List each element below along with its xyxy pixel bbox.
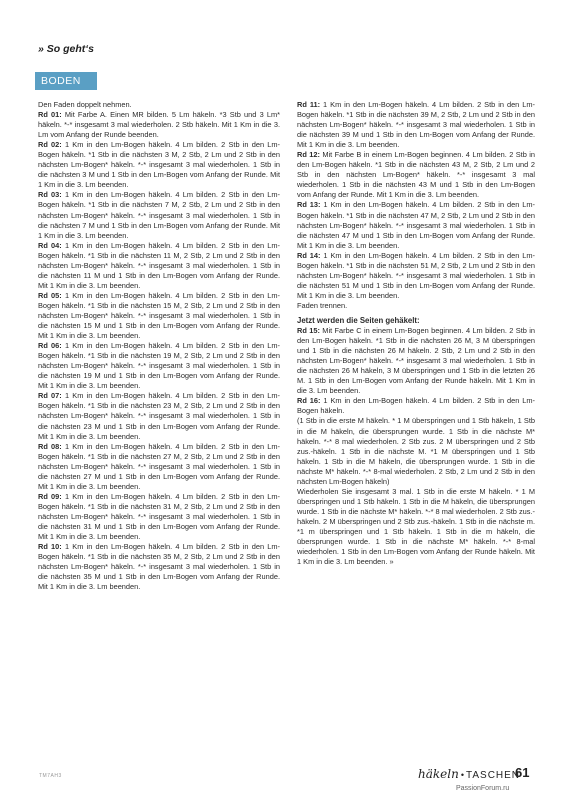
- watermark: PassionForum.ru: [456, 785, 510, 792]
- round-label: Rd 06:: [38, 341, 62, 351]
- round-label: Rd 14:: [297, 250, 321, 260]
- round-instruction: [297, 251, 535, 301]
- round-text: 1 Km in den Lm-Bogen häkeln. 4 Lm bilden. 2 Stb in den Lm-Bogen häkeln. *1 Stb in die nächsten 35 M, 2 Stb, 2 Lm und 2 Stb in den nächsten Lm-Bogen* häkeln. *-* insgesamt 3 mal wiederholen. 1 Stb in die nächsten 35 M und 1 Stb in den Lm-Bogen vom Anfang der Runde. Mit 1 Km in die 3. Lm beenden.: [38, 542, 280, 592]
- left-rounds-list: [38, 110, 280, 592]
- round-text: 1 Km in den Lm-Bogen häkeln. 4 Lm bilden. 2 Stb in den Lm-Bogen häkeln. *1 Stb in die nächsten 15 M, 2 Stb, 2 Lm und 2 Stb in den nächsten Lm-Bogen* häkeln. *-* insgesamt 3 mal wiederholen. 1 Stb in die nächsten 15 M und 1 Stb in den Lm-Bogen vom Anfang der Runde. Mit 1 Km in die 3. Lm beenden.: [38, 290, 280, 341]
- round-text: 1 Km in den Lm-Bogen häkeln. 4 Lm bilden. 2 Stb in den Lm-Bogen häkeln. *1 Stb in die nächsten 47 M, 2 Stb, 2 Lm und 2 Stb in den nächsten Lm-Bogen* häkeln. *-* insgesamt 3 mal wiederholen. 1 Stb in die nächsten 47 M und 1 Stb in den Lm-Bogen vom Anfang der Runde. Mit 1 Km in die 3. Lm beenden.: [297, 200, 535, 250]
- round-text: Mit Farbe C in einem Lm-Bogen beginnen. 4 Lm bilden. 2 Stb in den Lm-Bogen häkeln. *1 Stb in die nächsten 26 M, 3 M überspringen und 1 Stb in die nächsten 26 M häkeln. 2 Stb, 2 Lm und 2 Stb in den nächsten Lm-Bogen* häkeln. *-* insgesamt 3 mal wiederholen. 1 Stb in die nächsten 26 M häkeln, 3 M überspringen und 1 Stb in die letzten 26 M. 1 Stb in den Lm-Bogen vom Anfang der Runde häkeln. Mit 1 Km in die 3. Lm beenden.: [297, 326, 535, 396]
- round-text: Mit Farbe A. Einen MR bilden. 5 Lm häkeln. *3 Stb und 3 Lm* häkeln. *-* insgesamt 3 mal wiederholen. 2 Stb häkeln. Mit 1 Km in die 3. Lm vom Anfang der Runde beenden.: [38, 110, 280, 140]
- parenthetical-instruction: (1 Stb in die erste M häkeln. * 1 M überspringen und 1 Stb häkeln, 1 Stb in die M häkeln, die übersprungen wurde. 1 Stb in die nächste M* häkeln. *-* 8 mal wiederholen. 2 Stb zus. 2 M überspringen und 2 Stb zus.-häkeln. 1 Stb in die nächste M. *1 M überspringen und 1 Stb häkeln. 1 Stb in die M häkeln, die übersprungen wurde. 1 Stb in die nächste M* häkeln. *-* 8-mal wiederholen. 2 Stb, 2 Lm und 2 Stb in den nächsten Lm-Bogen häkeln): [297, 416, 535, 486]
- magazine-brand: [418, 767, 520, 781]
- round-text: 1 Km in den Lm-Bogen häkeln. 4 Lm bilden. 2 Stb in den Lm-Bogen häkeln. *1 Stb in die nächsten 7 M, 2 Stb, 2 Lm und 2 Stb in den nächsten Lm-Bogen* häkeln. *-* insgesamt 3 mal wiederholen. 1 Stb in die nächsten 7 M und 1 Stb in den Lm-Bogen vom Anfang der Runde. Mit 1 Km in die 3. Lm beenden.: [38, 190, 280, 240]
- left-column: [38, 100, 280, 592]
- round-text: 1 Km in den Lm-Bogen häkeln. 4 Lm bilden. 2 Stb in den Lm-Bogen häkeln. *1 Stb in die nächsten 39 M, 2 Stb, 2 Lm und 2 Stb in den nächsten Lm-Bogen* häkeln. *-* insgesamt 3 mal wiederholen. 1 Stb in die nächsten 39 M und 1 Stb in den Lm-Bogen vom Anfang der Runde. Mit 1 Km in die 3. Lm beenden.: [297, 100, 535, 150]
- brand-word: TASCHEN: [465, 770, 521, 781]
- round-label: Rd 05:: [38, 290, 62, 300]
- round-label: Rd 01:: [38, 110, 62, 120]
- round-instruction: [38, 442, 280, 492]
- round-label: Rd 16:: [297, 396, 321, 406]
- round-instruction: [38, 542, 280, 592]
- round-label: Rd 07:: [38, 391, 62, 401]
- brand-script: häkeln: [418, 767, 459, 781]
- round-label: Rd 12:: [297, 150, 320, 160]
- round-instruction: [38, 241, 280, 291]
- right-rounds-list-a: [297, 100, 535, 301]
- round-instruction: [297, 396, 535, 416]
- round-text: 1 Km in den Lm-Bogen häkeln. 4 Lm bilden. 2 Stb in den Lm-Bogen häkeln. *1 Stb in die nächsten 23 M, 2 Stb, 2 Lm und 2 Stb in den nächsten Lm-Bogen* häkeln. *-* insgesamt 3 mal wiederholen. 1 Stb in die nächsten 23 M und 1 Stb in den Lm-Bogen vom Anfang der Runde. Mit 1 Km in die 3. Lm beenden.: [38, 391, 280, 441]
- round-text: 1 Km in den Lm-Bogen häkeln. 4 Lm bilden. 2 Stb in den Lm-Bogen häkeln. *1 Stb in die nächsten 11 M, 2 Stb, 2 Lm und 2 Stb in den nächsten Lm-Bogen* häkeln. *-* insgesamt 3 mal wiederholen. 1 Stb in die nächsten 11 M und 1 Stb in den Lm-Bogen vom Anfang der Runde. Mit 1 Km in die 3. Lm beenden.: [38, 240, 280, 290]
- round-label: Rd 02:: [38, 140, 62, 150]
- round-label: Rd 03:: [38, 190, 62, 200]
- round-instruction: [297, 200, 535, 250]
- round-label: Rd 10:: [38, 542, 62, 552]
- round-text: 1 Km in den Lm-Bogen häkeln. 4 Lm bilden. 2 Stb in den Lm-Bogen häkeln. *1 Stb in die nächsten 3 M, 2 Stb, 2 Lm und 2 Stb in den nächsten Lm-Bogen* häkeln. *-* insgesamt 3 mal wiederholen. 1 Stb in die nächsten 3 M und 1 Stb in den Lm-Bogen vom Anfang der Runde. Mit 1 Km in die 3. Lm beenden.: [38, 140, 280, 190]
- round-instruction: [38, 492, 280, 542]
- footer-code: TM7AH3: [39, 773, 62, 779]
- right-column: [297, 100, 535, 567]
- round-instruction: [38, 391, 280, 441]
- round-instruction: [38, 140, 280, 190]
- round-instruction: [297, 150, 535, 200]
- round-label: Rd 11:: [297, 100, 321, 109]
- round-text: Mit Farbe B in einem Lm-Bogen beginnen. 4 Lm bilden. 2 Stb in den Lm-Bogen häkeln. *1 Stb in die nächsten 43 M, 2 Stb, 2 Lm und 2 Stb in den nächsten Lm-Bogen* häkeln. *-* insgesamt 3 mal wiederholen. 1 Stb in die nächsten 43 M und 1 Stb in den Lm-Bogen vom Anfang der Runde. Mit 1 Km in die 3. Lm beenden.: [297, 150, 535, 200]
- page-number: 61: [515, 765, 530, 780]
- round-label: Rd 08:: [38, 441, 62, 451]
- round-text: 1 Km in den Lm-Bogen häkeln. 4 Lm bilden. 2 Stb in den Lm-Bogen häkeln. *1 Stb in die nächsten 51 M, 2 Stb, 2 Lm und 2 Stb in den nächsten Lm-Bogen* häkeln. *-* insgesamt 3 mal wiederholen. 1 Stb in die nächsten 51 M und 1 Stb in den Lm-Bogen vom Anfang der Runde. Mit 1 Km in die 3. Lm beenden.: [297, 250, 535, 300]
- subheading: Jetzt werden die Seiten gehäkelt:: [297, 315, 420, 325]
- round-text: 1 Km in den Lm-Bogen häkeln. 4 Lm bilden. 2 Stb in den Lm-Bogen häkeln.: [297, 396, 535, 416]
- round-instruction: [38, 110, 280, 140]
- section-header: » So geht‘s: [38, 43, 95, 55]
- round-label: Rd 09:: [38, 491, 62, 501]
- right-rounds-list-b: [297, 326, 535, 416]
- brand-dot: •: [460, 770, 464, 780]
- round-instruction: [38, 341, 280, 391]
- round-text: 1 Km in den Lm-Bogen häkeln. 4 Lm bilden. 2 Stb in den Lm-Bogen häkeln. *1 Stb in die nächsten 31 M, 2 Stb, 2 Lm und 2 Stb in den nächsten Lm-Bogen* häkeln. *-* insgesamt 3 mal wiederholen. 1 Stb in die nächsten 31 M und 1 Stb in den Lm-Bogen vom Anfang der Runde. Mit 1 Km in die 3. Lm beenden.: [38, 491, 280, 542]
- round-label: Rd 04:: [38, 240, 62, 250]
- round-instruction: [38, 190, 280, 240]
- round-label: Rd 13:: [297, 200, 321, 210]
- round-text: 1 Km in den Lm-Bogen häkeln. 4 Lm bilden. 2 Stb in den Lm-Bogen häkeln. *1 Stb in die nächsten 19 M, 2 Stb, 2 Lm und 2 Stb in den nächsten Lm-Bogen* häkeln. *-* insgesamt 3 mal wiederholen. 1 Stb in die nächsten 19 M und 1 Stb in den Lm-Bogen vom Anfang der Runde. Mit 1 Km in die 3. Lm beenden.: [38, 341, 280, 391]
- round-label: Rd 15:: [297, 326, 320, 336]
- round-instruction: [38, 291, 280, 341]
- section-title-badge: BODEN: [35, 72, 97, 90]
- intro-text: Den Faden doppelt nehmen.: [38, 100, 132, 109]
- repeat-instruction: Wiederholen Sie insgesamt 3 mal. 1 Stb in die erste M häkeln. * 1 M überspringen und 1 Stb häkeln. 1 Stb in die M häkeln, die übersprungen wurde. 1 Stb in die nächste M* häkeln. *-* 8 mal wiederholen. 2 Stb zus.-häkeln. 2 M überspringen und 2 Stb zus.-häkeln. 1 Stb in die nächste m. *1 m überspringen und 1 Stb häkeln. 1 Stb in die m häkeln, die übersprungen wurde. 1 Stb in die nächste M* häkeln. *-* 8-mal wiederholen. 1 Stb in den Lm-Bogen vom Anfang der Runde häkeln. Mit 1 Km in die 3. Lm beenden. »: [297, 486, 535, 567]
- round-instruction: [297, 100, 535, 150]
- round-text: 1 Km in den Lm-Bogen häkeln. 4 Lm bilden. 2 Stb in den Lm-Bogen häkeln. *1 Stb in die nächsten 27 M, 2 Stb, 2 Lm und 2 Stb in den nächsten Lm-Bogen* häkeln. *-* insgesamt 3 mal wiederholen. 1 Stb in die nächsten 27 M und 1 Stb in den Lm-Bogen vom Anfang der Runde. Mit 1 Km in die 3. Lm beenden.: [38, 441, 280, 491]
- round-instruction: [297, 326, 535, 396]
- end-note: Faden trennen.: [297, 300, 348, 310]
